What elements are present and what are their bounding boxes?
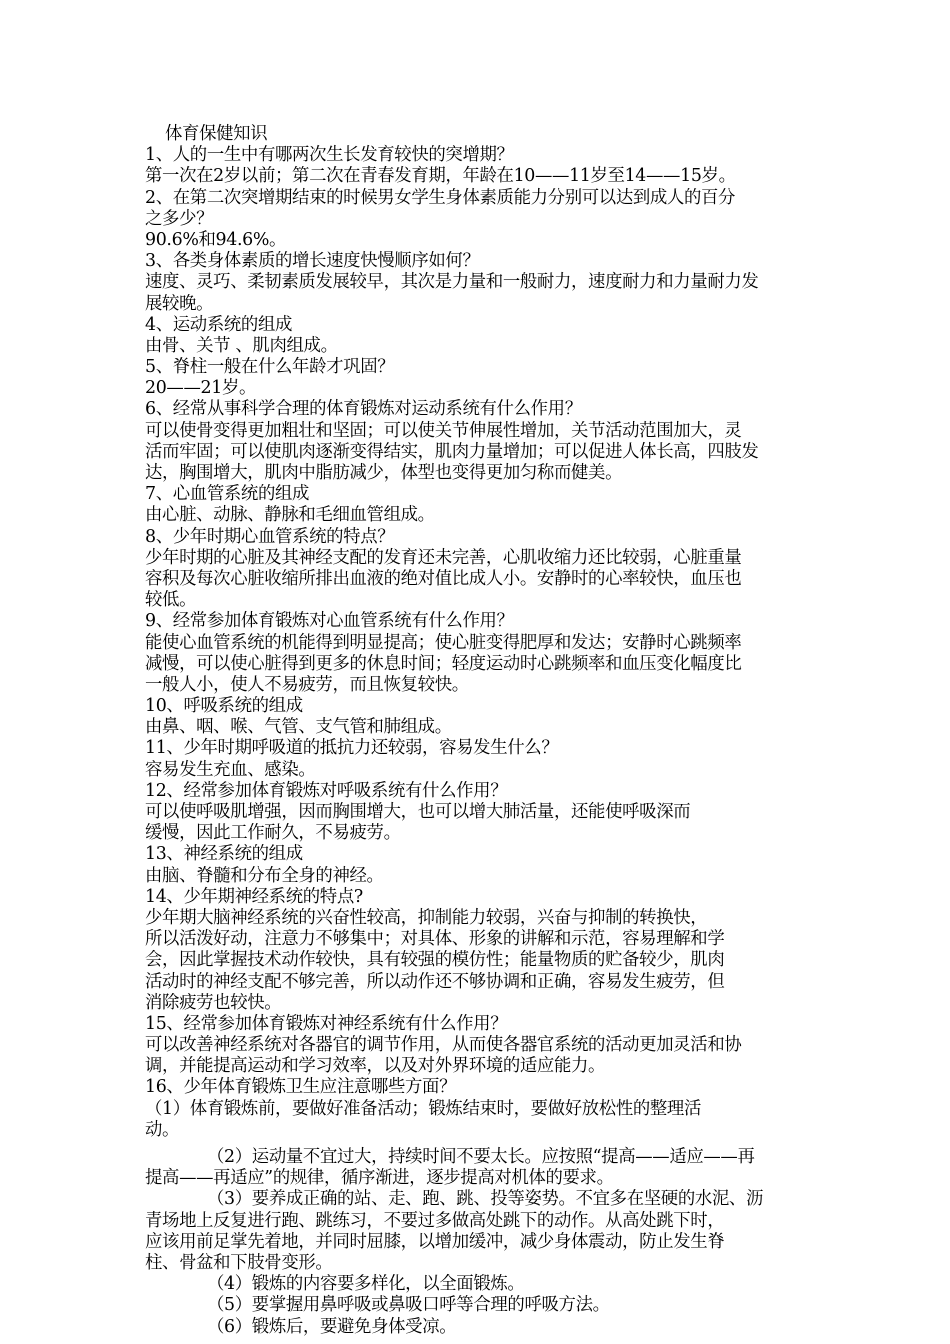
text-line: 8、少年时期心血管系统的特点？: [145, 526, 395, 547]
text-line: 由脑、脊髓和分布全身的神经。: [145, 865, 384, 886]
text-line: 由骨、关节 、肌肉组成。: [145, 335, 338, 356]
text-line: 13、神经系统的组成: [145, 844, 303, 865]
text-line: 11、少年时期呼吸道的抵抗力还较弱，容易发生什么？: [145, 738, 559, 759]
text-line: 能使心血管系统的机能得到明显提高；使心脏变得肥厚和发达；安静时心跳频率: [145, 632, 742, 653]
text-line: （1）体育锻炼前，要做好准备活动；锻炼结束时，要做好放松性的整理活: [145, 1098, 702, 1119]
paragraph-2-line-1: （2）运动量不宜过大，持续时间不要太长。应按照“提高——适应——再: [207, 1147, 755, 1167]
text-line: 容积及每次心脏收缩所排出血液的绝对值比成人小。安静时的心率较快，血压也: [145, 568, 742, 589]
text-line: 缓慢，因此工作耐久，不易疲劳。: [145, 823, 401, 844]
text-line: 容易发生充血、感染。: [145, 759, 316, 780]
text-line: 由鼻、咽、喉、气管、支气管和肺组成。: [145, 717, 452, 738]
text-line: 动。: [145, 1119, 180, 1140]
text-line: 16、少年体育锻炼卫生应注意哪些方面？: [145, 1077, 457, 1098]
text-line: 速度、灵巧、柔韧素质发展较早，其次是力量和一般耐力，速度耐力和力量耐力发: [145, 272, 759, 293]
document-body: [145, 124, 825, 1338]
text-line: 活动时的神经支配不够完善，所以动作还不够协调和正确，容易发生疲劳，但: [145, 971, 725, 992]
text-line: 2、在第二次突增期结束的时候男女学生身体素质能力分别可以达到成人的百分: [145, 187, 736, 208]
text-line: 由心脏、动脉、静脉和毛细血管组成。: [145, 505, 435, 526]
text-line: 5、脊柱一般在什么年龄才巩固？: [145, 357, 395, 378]
text-line: 之多少？: [145, 208, 214, 229]
text-line: 6、经常从事科学合理的体育锻炼对运动系统有什么作用？: [145, 399, 582, 420]
text-line: 7、心血管系统的组成: [145, 484, 310, 505]
paragraph-3-line-1: （3）要养成正确的站、走、跑、跳、投等姿势。不宜多在坚硬的水泥、沥: [207, 1189, 764, 1210]
text-line: 消除疲劳也较快。: [145, 992, 282, 1013]
text-line: 可以使呼吸肌增强，因而胸围增大，也可以增大肺活量，还能使呼吸深而: [145, 802, 691, 822]
paragraph-3-line-2: 青场地上反复进行跑、跳练习，不要过多做高处跳下的动作。从高处跳下时，: [145, 1210, 725, 1231]
text-line: 20——21岁。: [145, 378, 257, 399]
text-line: 14、少年期神经系统的特点?: [145, 886, 363, 907]
paragraph-6: （6）锻炼后，要避免身体受凉。: [207, 1316, 457, 1337]
paragraph-3-line-3: 应该用前足掌先着地，并同时屈膝，以增加缓冲，减少身体震动，防止发生脊: [145, 1231, 725, 1252]
text-line: 少年时期的心脏及其神经支配的发育还未完善，心肌收缩力还比较弱，心脏重量: [145, 547, 742, 568]
document-lines: [145, 145, 825, 1141]
text-line: 达，胸围增大，肌肉中脂肪减少，体型也变得更加匀称而健美。: [145, 463, 623, 483]
text-line: 少年期大脑神经系统的兴奋性较高，抑制能力较弱，兴奋与抑制的转换快，: [145, 907, 708, 928]
text-line: 第一次在2岁以前；第二次在青春发育期，年龄在10——11岁至14——15岁。: [145, 166, 736, 187]
text-line: 90.6%和94.6%。: [145, 229, 287, 250]
text-line: 12、经常参加体育锻炼对呼吸系统有什么作用？: [145, 780, 508, 801]
text-line: 可以改善神经系统对各器官的调节作用，从而使各器官系统的活动更加灵活和协: [145, 1035, 742, 1056]
text-line: 一般人小，使人不易疲劳，而且恢复较快。: [145, 674, 469, 695]
paragraph-4: （4）锻炼的内容要多样化，以全面锻炼。: [207, 1274, 525, 1295]
text-line: 会，因此掌握技术动作较快，具有较强的模仿性；能量物质的贮备较少，肌肉: [145, 950, 725, 971]
text-line: 15、经常参加体育锻炼对神经系统有什么作用？: [145, 1013, 508, 1034]
text-line: 9、经常参加体育锻炼对心血管系统有什么作用？: [145, 611, 514, 632]
text-line: 1、人的一生中有哪两次生长发育较快的突增期？: [145, 145, 514, 166]
text-line: 可以使骨变得更加粗壮和坚固；可以使关节伸展性增加，关节活动范围加大，灵: [145, 420, 742, 441]
text-line: 调，并能提高运动和学习效率，以及对外界环境的适应能力。: [145, 1056, 606, 1077]
text-line: 减慢，可以使心脏得到更多的休息时间；轻度运动时心跳频率和血压变化幅度比: [145, 653, 742, 674]
text-line: 所以活泼好动，注意力不够集中；对具体、形象的讲解和示范，容易理解和学: [145, 929, 725, 950]
text-line: 活而牢固；可以使肌肉逐渐变得结实，肌肉力量增加；可以促进人体长高，四肢发: [145, 441, 759, 462]
text-line: 4、运动系统的组成: [145, 314, 293, 335]
paragraph-5: （5）要掌握用鼻呼吸或鼻吸口呼等合理的呼吸方法。: [207, 1295, 610, 1316]
document-title: 体育保健知识: [165, 124, 268, 144]
text-line: 3、各类身体素质的增长速度快慢顺序如何？: [145, 251, 480, 272]
text-line: 10、呼吸系统的组成: [145, 696, 303, 717]
paragraph-3-line-4: 柱、骨盆和下肢骨变形。: [145, 1252, 333, 1273]
paragraph-2-line-2: 提高——再适应”的规律，循序渐进，逐步提高对机体的要求。: [145, 1168, 614, 1189]
text-line: 较低。: [145, 590, 197, 611]
text-line: 展较晚。: [145, 293, 214, 314]
